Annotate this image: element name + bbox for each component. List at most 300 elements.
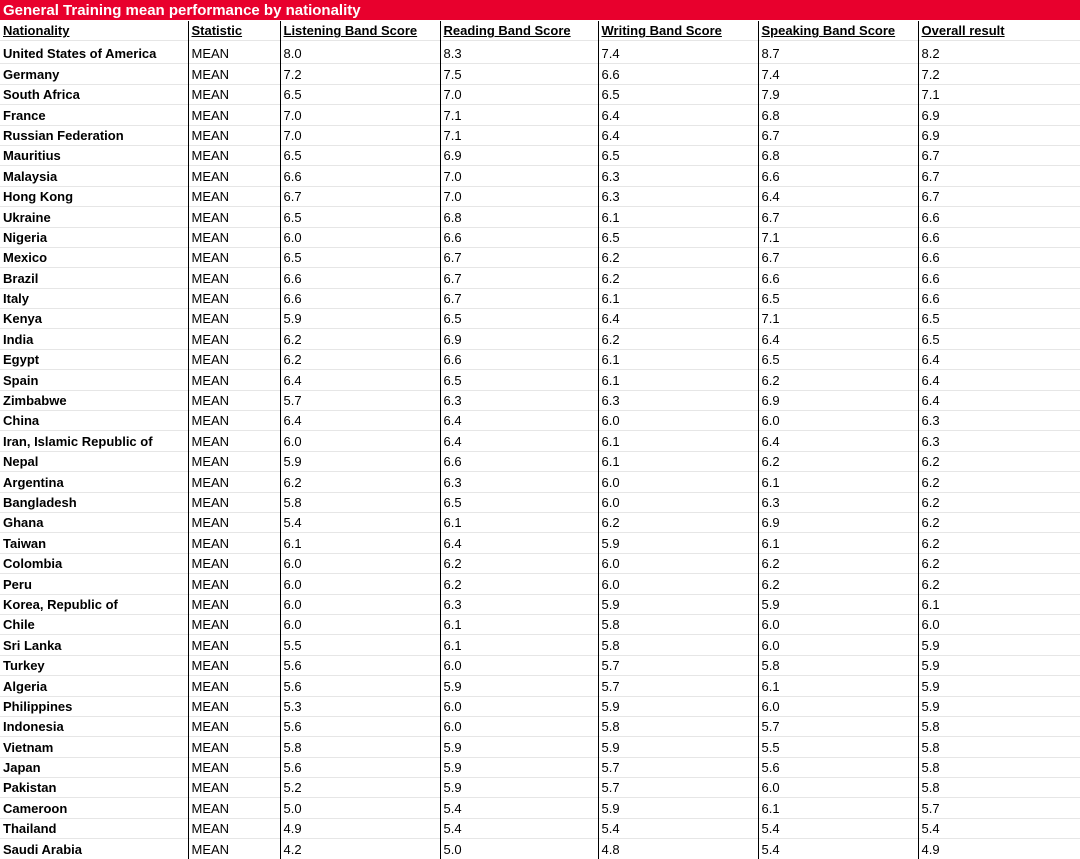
overall-cell: 6.5 (918, 329, 1080, 349)
overall-cell: 5.8 (918, 716, 1080, 736)
listening-cell: 5.6 (280, 757, 440, 777)
performance-table (0, 21, 1080, 859)
speaking-cell: 6.0 (758, 635, 918, 655)
reading-cell: 6.9 (440, 145, 598, 165)
speaking-cell: 5.9 (758, 594, 918, 614)
table-row (0, 64, 1080, 84)
table-row (0, 390, 1080, 410)
writing-cell: 5.8 (598, 635, 758, 655)
statistic-cell: MEAN (188, 268, 280, 288)
nationality-cell: Mexico (0, 247, 188, 267)
reading-cell: 7.1 (440, 105, 598, 125)
table-row (0, 839, 1080, 859)
speaking-cell: 6.0 (758, 696, 918, 716)
statistic-cell: MEAN (188, 105, 280, 125)
listening-cell: 5.6 (280, 716, 440, 736)
nationality-cell: South Africa (0, 84, 188, 104)
overall-cell: 5.8 (918, 757, 1080, 777)
table-row (0, 676, 1080, 696)
reading-cell: 6.0 (440, 655, 598, 675)
reading-cell: 8.3 (440, 41, 598, 64)
reading-cell: 6.5 (440, 492, 598, 512)
speaking-cell: 6.6 (758, 268, 918, 288)
header-overall: Overall result (918, 21, 1080, 41)
overall-cell: 6.5 (918, 309, 1080, 329)
reading-cell: 6.7 (440, 268, 598, 288)
speaking-cell: 6.0 (758, 411, 918, 431)
table-row (0, 818, 1080, 838)
overall-cell: 5.9 (918, 676, 1080, 696)
table-row (0, 798, 1080, 818)
nationality-cell: China (0, 411, 188, 431)
overall-cell: 6.2 (918, 533, 1080, 553)
reading-cell: 7.0 (440, 186, 598, 206)
overall-cell: 6.7 (918, 166, 1080, 186)
listening-cell: 5.8 (280, 492, 440, 512)
table-row (0, 166, 1080, 186)
listening-cell: 6.0 (280, 431, 440, 451)
speaking-cell: 6.6 (758, 166, 918, 186)
table-row (0, 614, 1080, 634)
speaking-cell: 7.9 (758, 84, 918, 104)
listening-cell: 6.2 (280, 329, 440, 349)
statistic-cell: MEAN (188, 757, 280, 777)
speaking-cell: 6.1 (758, 533, 918, 553)
writing-cell: 4.8 (598, 839, 758, 859)
reading-cell: 6.7 (440, 288, 598, 308)
writing-cell: 6.0 (598, 574, 758, 594)
writing-cell: 5.9 (598, 798, 758, 818)
speaking-cell: 6.2 (758, 451, 918, 471)
nationality-cell: Kenya (0, 309, 188, 329)
overall-cell: 6.0 (918, 614, 1080, 634)
statistic-cell: MEAN (188, 207, 280, 227)
statistic-cell: MEAN (188, 655, 280, 675)
nationality-cell: United States of America (0, 41, 188, 64)
nationality-cell: Spain (0, 370, 188, 390)
table-row (0, 553, 1080, 573)
overall-cell: 7.1 (918, 84, 1080, 104)
listening-cell: 5.6 (280, 655, 440, 675)
writing-cell: 6.0 (598, 411, 758, 431)
listening-cell: 6.0 (280, 594, 440, 614)
overall-cell: 6.6 (918, 207, 1080, 227)
nationality-cell: Indonesia (0, 716, 188, 736)
nationality-cell: Turkey (0, 655, 188, 675)
nationality-cell: Italy (0, 288, 188, 308)
listening-cell: 6.4 (280, 370, 440, 390)
table-row (0, 737, 1080, 757)
listening-cell: 5.3 (280, 696, 440, 716)
speaking-cell: 6.4 (758, 186, 918, 206)
overall-cell: 5.9 (918, 635, 1080, 655)
speaking-cell: 7.4 (758, 64, 918, 84)
table-row (0, 574, 1080, 594)
table-row (0, 635, 1080, 655)
reading-cell: 6.4 (440, 431, 598, 451)
table-row (0, 411, 1080, 431)
overall-cell: 6.4 (918, 370, 1080, 390)
nationality-cell: Zimbabwe (0, 390, 188, 410)
writing-cell: 5.9 (598, 696, 758, 716)
reading-cell: 5.4 (440, 798, 598, 818)
listening-cell: 6.5 (280, 207, 440, 227)
speaking-cell: 6.8 (758, 145, 918, 165)
table-row (0, 105, 1080, 125)
reading-cell: 6.5 (440, 370, 598, 390)
writing-cell: 6.4 (598, 105, 758, 125)
table-row (0, 84, 1080, 104)
table-row (0, 309, 1080, 329)
overall-cell: 8.2 (918, 41, 1080, 64)
speaking-cell: 6.7 (758, 207, 918, 227)
listening-cell: 6.5 (280, 247, 440, 267)
reading-cell: 6.3 (440, 472, 598, 492)
overall-cell: 4.9 (918, 839, 1080, 859)
nationality-cell: India (0, 329, 188, 349)
speaking-cell: 6.0 (758, 778, 918, 798)
nationality-cell: Philippines (0, 696, 188, 716)
statistic-cell: MEAN (188, 84, 280, 104)
overall-cell: 6.6 (918, 268, 1080, 288)
overall-cell: 6.3 (918, 411, 1080, 431)
statistic-cell: MEAN (188, 64, 280, 84)
nationality-cell: Germany (0, 64, 188, 84)
statistic-cell: MEAN (188, 798, 280, 818)
statistic-cell: MEAN (188, 309, 280, 329)
reading-cell: 7.1 (440, 125, 598, 145)
writing-cell: 6.1 (598, 207, 758, 227)
overall-cell: 6.6 (918, 247, 1080, 267)
listening-cell: 7.0 (280, 125, 440, 145)
listening-cell: 6.0 (280, 553, 440, 573)
listening-cell: 5.9 (280, 451, 440, 471)
speaking-cell: 6.2 (758, 553, 918, 573)
speaking-cell: 5.4 (758, 818, 918, 838)
reading-cell: 6.6 (440, 227, 598, 247)
listening-cell: 5.5 (280, 635, 440, 655)
statistic-cell: MEAN (188, 370, 280, 390)
statistic-cell: MEAN (188, 818, 280, 838)
reading-cell: 7.0 (440, 84, 598, 104)
table-row (0, 492, 1080, 512)
reading-cell: 6.3 (440, 390, 598, 410)
speaking-cell: 6.5 (758, 288, 918, 308)
table-row (0, 329, 1080, 349)
reading-cell: 6.7 (440, 247, 598, 267)
statistic-cell: MEAN (188, 349, 280, 369)
listening-cell: 7.0 (280, 105, 440, 125)
statistic-cell: MEAN (188, 227, 280, 247)
reading-cell: 7.5 (440, 64, 598, 84)
nationality-cell: Saudi Arabia (0, 839, 188, 859)
listening-cell: 5.0 (280, 798, 440, 818)
writing-cell: 5.9 (598, 533, 758, 553)
statistic-cell: MEAN (188, 512, 280, 532)
listening-cell: 6.1 (280, 533, 440, 553)
statistic-cell: MEAN (188, 553, 280, 573)
header-listening: Listening Band Score (280, 21, 440, 41)
writing-cell: 5.8 (598, 614, 758, 634)
header-row (0, 21, 1080, 41)
statistic-cell: MEAN (188, 492, 280, 512)
speaking-cell: 5.7 (758, 716, 918, 736)
table-row (0, 247, 1080, 267)
reading-cell: 6.1 (440, 635, 598, 655)
speaking-cell: 6.7 (758, 125, 918, 145)
table-row (0, 125, 1080, 145)
reading-cell: 5.4 (440, 818, 598, 838)
writing-cell: 5.9 (598, 594, 758, 614)
writing-cell: 6.2 (598, 512, 758, 532)
listening-cell: 5.8 (280, 737, 440, 757)
listening-cell: 5.7 (280, 390, 440, 410)
statistic-cell: MEAN (188, 574, 280, 594)
listening-cell: 4.2 (280, 839, 440, 859)
statistic-cell: MEAN (188, 329, 280, 349)
speaking-cell: 6.5 (758, 349, 918, 369)
listening-cell: 6.6 (280, 166, 440, 186)
nationality-cell: Pakistan (0, 778, 188, 798)
listening-cell: 5.2 (280, 778, 440, 798)
speaking-cell: 8.7 (758, 41, 918, 64)
table-row (0, 41, 1080, 64)
speaking-cell: 6.4 (758, 329, 918, 349)
statistic-cell: MEAN (188, 431, 280, 451)
speaking-cell: 6.1 (758, 798, 918, 818)
overall-cell: 6.1 (918, 594, 1080, 614)
statistic-cell: MEAN (188, 696, 280, 716)
table-row (0, 716, 1080, 736)
reading-cell: 6.4 (440, 533, 598, 553)
listening-cell: 4.9 (280, 818, 440, 838)
statistic-cell: MEAN (188, 288, 280, 308)
table-row (0, 207, 1080, 227)
listening-cell: 6.6 (280, 288, 440, 308)
listening-cell: 6.6 (280, 268, 440, 288)
reading-cell: 5.9 (440, 737, 598, 757)
writing-cell: 6.0 (598, 492, 758, 512)
header-writing: Writing Band Score (598, 21, 758, 41)
overall-cell: 6.2 (918, 553, 1080, 573)
reading-cell: 5.9 (440, 778, 598, 798)
table-row (0, 655, 1080, 675)
speaking-cell: 7.1 (758, 309, 918, 329)
listening-cell: 6.2 (280, 349, 440, 369)
header-speaking: Speaking Band Score (758, 21, 918, 41)
writing-cell: 6.4 (598, 125, 758, 145)
statistic-cell: MEAN (188, 778, 280, 798)
listening-cell: 6.4 (280, 411, 440, 431)
table-row (0, 512, 1080, 532)
statistic-cell: MEAN (188, 186, 280, 206)
nationality-cell: Brazil (0, 268, 188, 288)
writing-cell: 6.1 (598, 370, 758, 390)
writing-cell: 5.7 (598, 676, 758, 696)
writing-cell: 6.1 (598, 349, 758, 369)
reading-cell: 6.3 (440, 594, 598, 614)
speaking-cell: 6.1 (758, 676, 918, 696)
overall-cell: 5.9 (918, 655, 1080, 675)
statistic-cell: MEAN (188, 737, 280, 757)
table-row (0, 757, 1080, 777)
listening-cell: 6.2 (280, 472, 440, 492)
listening-cell: 6.0 (280, 614, 440, 634)
listening-cell: 5.4 (280, 512, 440, 532)
reading-cell: 6.5 (440, 309, 598, 329)
writing-cell: 6.5 (598, 84, 758, 104)
overall-cell: 6.2 (918, 574, 1080, 594)
overall-cell: 7.2 (918, 64, 1080, 84)
reading-cell: 7.0 (440, 166, 598, 186)
nationality-cell: Colombia (0, 553, 188, 573)
statistic-cell: MEAN (188, 533, 280, 553)
nationality-cell: Algeria (0, 676, 188, 696)
table-row (0, 533, 1080, 553)
statistic-cell: MEAN (188, 839, 280, 859)
writing-cell: 5.8 (598, 716, 758, 736)
nationality-cell: Bangladesh (0, 492, 188, 512)
speaking-cell: 6.8 (758, 105, 918, 125)
overall-cell: 5.9 (918, 696, 1080, 716)
nationality-cell: Russian Federation (0, 125, 188, 145)
nationality-cell: Egypt (0, 349, 188, 369)
table-row (0, 288, 1080, 308)
writing-cell: 6.4 (598, 309, 758, 329)
reading-cell: 6.0 (440, 696, 598, 716)
speaking-cell: 5.8 (758, 655, 918, 675)
nationality-cell: Mauritius (0, 145, 188, 165)
nationality-cell: Japan (0, 757, 188, 777)
table-row (0, 696, 1080, 716)
statistic-cell: MEAN (188, 247, 280, 267)
listening-cell: 6.0 (280, 227, 440, 247)
listening-cell: 6.5 (280, 84, 440, 104)
overall-cell: 6.7 (918, 145, 1080, 165)
nationality-cell: France (0, 105, 188, 125)
nationality-cell: Sri Lanka (0, 635, 188, 655)
writing-cell: 5.9 (598, 737, 758, 757)
overall-cell: 6.2 (918, 492, 1080, 512)
reading-cell: 6.1 (440, 614, 598, 634)
writing-cell: 6.3 (598, 186, 758, 206)
overall-cell: 6.9 (918, 105, 1080, 125)
nationality-cell: Ghana (0, 512, 188, 532)
nationality-cell: Malaysia (0, 166, 188, 186)
listening-cell: 7.2 (280, 64, 440, 84)
overall-cell: 6.3 (918, 431, 1080, 451)
writing-cell: 5.4 (598, 818, 758, 838)
writing-cell: 6.0 (598, 553, 758, 573)
writing-cell: 6.0 (598, 472, 758, 492)
writing-cell: 6.3 (598, 166, 758, 186)
table-row (0, 451, 1080, 471)
statistic-cell: MEAN (188, 676, 280, 696)
reading-cell: 6.0 (440, 716, 598, 736)
listening-cell: 5.6 (280, 676, 440, 696)
nationality-cell: Cameroon (0, 798, 188, 818)
table-row (0, 431, 1080, 451)
speaking-cell: 6.1 (758, 472, 918, 492)
nationality-cell: Vietnam (0, 737, 188, 757)
overall-cell: 6.6 (918, 227, 1080, 247)
table-row (0, 349, 1080, 369)
writing-cell: 5.7 (598, 655, 758, 675)
overall-cell: 6.2 (918, 451, 1080, 471)
table-row (0, 778, 1080, 798)
table-row (0, 594, 1080, 614)
nationality-cell: Nigeria (0, 227, 188, 247)
table-row (0, 145, 1080, 165)
overall-cell: 6.9 (918, 125, 1080, 145)
reading-cell: 5.9 (440, 757, 598, 777)
overall-cell: 5.7 (918, 798, 1080, 818)
writing-cell: 6.2 (598, 329, 758, 349)
reading-cell: 5.0 (440, 839, 598, 859)
nationality-cell: Ukraine (0, 207, 188, 227)
header-nationality: Nationality (3, 23, 70, 39)
nationality-cell: Hong Kong (0, 186, 188, 206)
statistic-cell: MEAN (188, 635, 280, 655)
overall-cell: 5.8 (918, 737, 1080, 757)
speaking-cell: 6.7 (758, 247, 918, 267)
reading-cell: 6.2 (440, 553, 598, 573)
reading-cell: 6.6 (440, 349, 598, 369)
table-row (0, 227, 1080, 247)
statistic-cell: MEAN (188, 41, 280, 64)
overall-cell: 5.8 (918, 778, 1080, 798)
table-row (0, 472, 1080, 492)
table-row (0, 370, 1080, 390)
listening-cell: 6.7 (280, 186, 440, 206)
writing-cell: 6.5 (598, 145, 758, 165)
statistic-cell: MEAN (188, 166, 280, 186)
nationality-cell: Argentina (0, 472, 188, 492)
writing-cell: 5.7 (598, 757, 758, 777)
reading-cell: 6.8 (440, 207, 598, 227)
nationality-cell: Nepal (0, 451, 188, 471)
nationality-cell: Thailand (0, 818, 188, 838)
statistic-cell: MEAN (188, 411, 280, 431)
nationality-cell: Peru (0, 574, 188, 594)
listening-cell: 6.0 (280, 574, 440, 594)
nationality-cell: Taiwan (0, 533, 188, 553)
reading-cell: 6.6 (440, 451, 598, 471)
writing-cell: 6.1 (598, 431, 758, 451)
speaking-cell: 6.2 (758, 574, 918, 594)
table-row (0, 268, 1080, 288)
writing-cell: 6.6 (598, 64, 758, 84)
writing-cell: 6.3 (598, 390, 758, 410)
statistic-cell: MEAN (188, 390, 280, 410)
speaking-cell: 6.3 (758, 492, 918, 512)
overall-cell: 6.7 (918, 186, 1080, 206)
writing-cell: 6.2 (598, 247, 758, 267)
speaking-cell: 6.9 (758, 512, 918, 532)
overall-cell: 6.2 (918, 472, 1080, 492)
writing-cell: 5.7 (598, 778, 758, 798)
listening-cell: 5.9 (280, 309, 440, 329)
overall-cell: 5.4 (918, 818, 1080, 838)
statistic-cell: MEAN (188, 145, 280, 165)
reading-cell: 6.2 (440, 574, 598, 594)
nationality-cell: Korea, Republic of (0, 594, 188, 614)
writing-cell: 6.2 (598, 268, 758, 288)
writing-cell: 7.4 (598, 41, 758, 64)
reading-cell: 6.9 (440, 329, 598, 349)
nationality-cell: Chile (0, 614, 188, 634)
header-reading: Reading Band Score (440, 21, 598, 41)
